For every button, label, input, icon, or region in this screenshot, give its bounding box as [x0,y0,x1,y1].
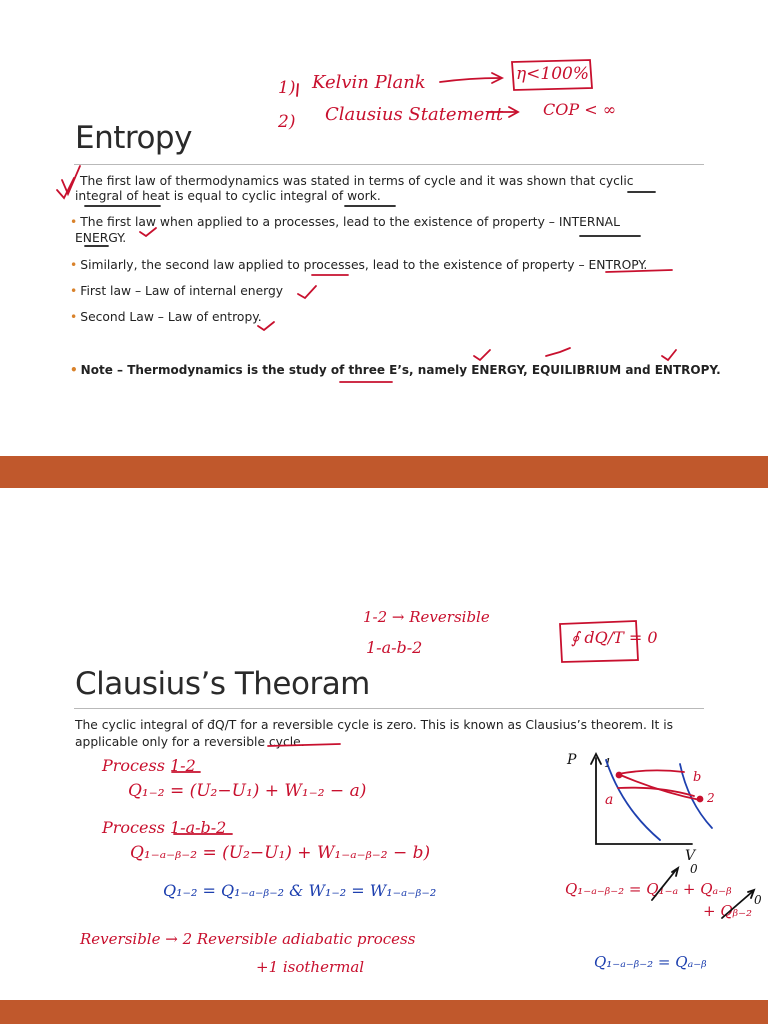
hw-number-2: 2) [278,112,296,132]
paragraph-first-law-line1: The first law of thermodynamics was stated in terms of cycle and it was shown that cyclic [80,174,634,188]
pv-point-2 [698,797,703,802]
hw-process-1-a-b-2: Process 1-a-b-2 [102,818,227,837]
bullet-text: First law – Law of internal energy [80,284,284,298]
bullet-text: The first law when applied to a processes, lead to the existence of property – INTERNAL [80,215,620,229]
pv-point-1-label: 1 [604,756,612,770]
slide-title: Clausius’s Theoram [75,666,370,702]
bullet-second-law [70,309,262,325]
check-energy-note [474,350,490,360]
slide-title: Entropy [75,120,192,156]
bullet-dot: • [70,258,78,272]
slide-separator-band-bottom [0,1000,768,1024]
hw-cyclic-integral: ∮ dQ/T = 0 [571,628,658,647]
pv-path-upper [618,770,684,774]
bullet-dot: • [70,215,78,229]
arrow-head-2 [509,107,518,117]
check-entropy-note [662,350,676,360]
bullet-dot: • [70,284,78,298]
hw-heat-sum: Q₁₋ₐ₋ᵦ₋₂ = Q₁₋ₐ + Qₐ₋ᵦ [565,880,732,898]
bullet-dot: • [70,363,78,377]
slide-entropy [0,0,768,456]
slide-clausius-theorem [0,488,768,1000]
bullet-text: Similarly, the second law applied to processes, lead to the existence of property – ENTROPY. [80,258,648,272]
pv-point-a-label: a [605,792,614,808]
bullet-first-law [70,283,283,299]
hw-equation-b: Q₁₋ₐ₋ᵦ₋₂ = (U₂−U₁) + W₁₋ₐ₋ᵦ₋₂ − b) [130,843,431,863]
hw-heat-sum-cont: + Qᵦ₋₂ [703,902,753,920]
pv-point-1 [617,773,622,778]
note-three-es [70,362,721,378]
hw-process-1-2: Process 1-2 [102,756,196,775]
pv-axis-arrow [591,754,601,764]
bullet-first-law-process [70,214,620,230]
title-divider [74,164,704,165]
check-first-law [298,286,316,298]
pv-isotherm [618,774,700,800]
pv-path-lower [618,788,694,796]
hw-kelvin-plank: Kelvin Plank [312,72,426,93]
tick-1 [297,84,298,96]
bullet-text: Second Law – Law of entropy. [80,310,262,324]
pv-adiabat-left [606,760,660,840]
pv-axis-v-label: V [685,848,696,864]
hw-reversible-path: 1-2 → Reversible [363,608,490,626]
hw-clausius-statement: Clausius Statement [325,104,504,125]
paragraph-theorem-line1: The cyclic integral of đQ/T for a reversible cycle is zero. This is known as Clausius’s theorem. It is [75,718,674,732]
bullet-first-law-process-line2: ENERGY. [75,231,127,245]
hw-cop: COP < ∞ [543,100,617,119]
bullet-dot: • [70,310,78,324]
hw-equation-a: Q₁₋₂ = (U₂−U₁) + W₁₋₂ − a) [128,781,367,801]
hw-number-1: 1) [278,78,296,98]
hw-efficiency: η<100% [516,64,590,84]
hw-zero-1: 0 [690,862,698,876]
hw-isothermal: +1 isothermal [256,958,365,976]
check-equilibrium-note [546,348,570,356]
slide-separator-band [0,456,768,488]
paragraph-theorem-line2: applicable only for a reversible cycle. [75,735,305,749]
pv-point-2-label: 2 [707,791,715,805]
title-divider [74,708,704,709]
hw-zero-2: 0 [754,893,762,907]
hw-equality-blue: Q₁₋₂ = Q₁₋ₐ₋ᵦ₋₂ & W₁₋₂ = W₁₋ₐ₋ᵦ₋₂ [163,881,437,900]
paragraph-first-law-line2: integral of heat is equal to cyclic integral of work. [75,189,381,203]
hw-reversible-adiabatic: Reversible → 2 Reversible adiabatic process [80,930,416,948]
hw-heat-result: Q₁₋ₐ₋ᵦ₋₂ = Qₐ₋ᵦ [594,953,707,971]
hw-irreversible-path: 1-a-b-2 [366,638,423,657]
arrow-head-1 [492,73,502,83]
note-text: Note – Thermodynamics is the study of three E’s, namely ENERGY, EQUILIBRIUM and ENTROPY. [80,363,721,377]
bullet-second-law-process [70,257,647,273]
pv-point-b-label: b [693,770,702,785]
strike-q1a-head [672,868,678,876]
check-paragraph-2 [57,178,74,198]
arrow-line-1 [440,78,500,82]
pv-axis-p-label: P [567,752,577,768]
